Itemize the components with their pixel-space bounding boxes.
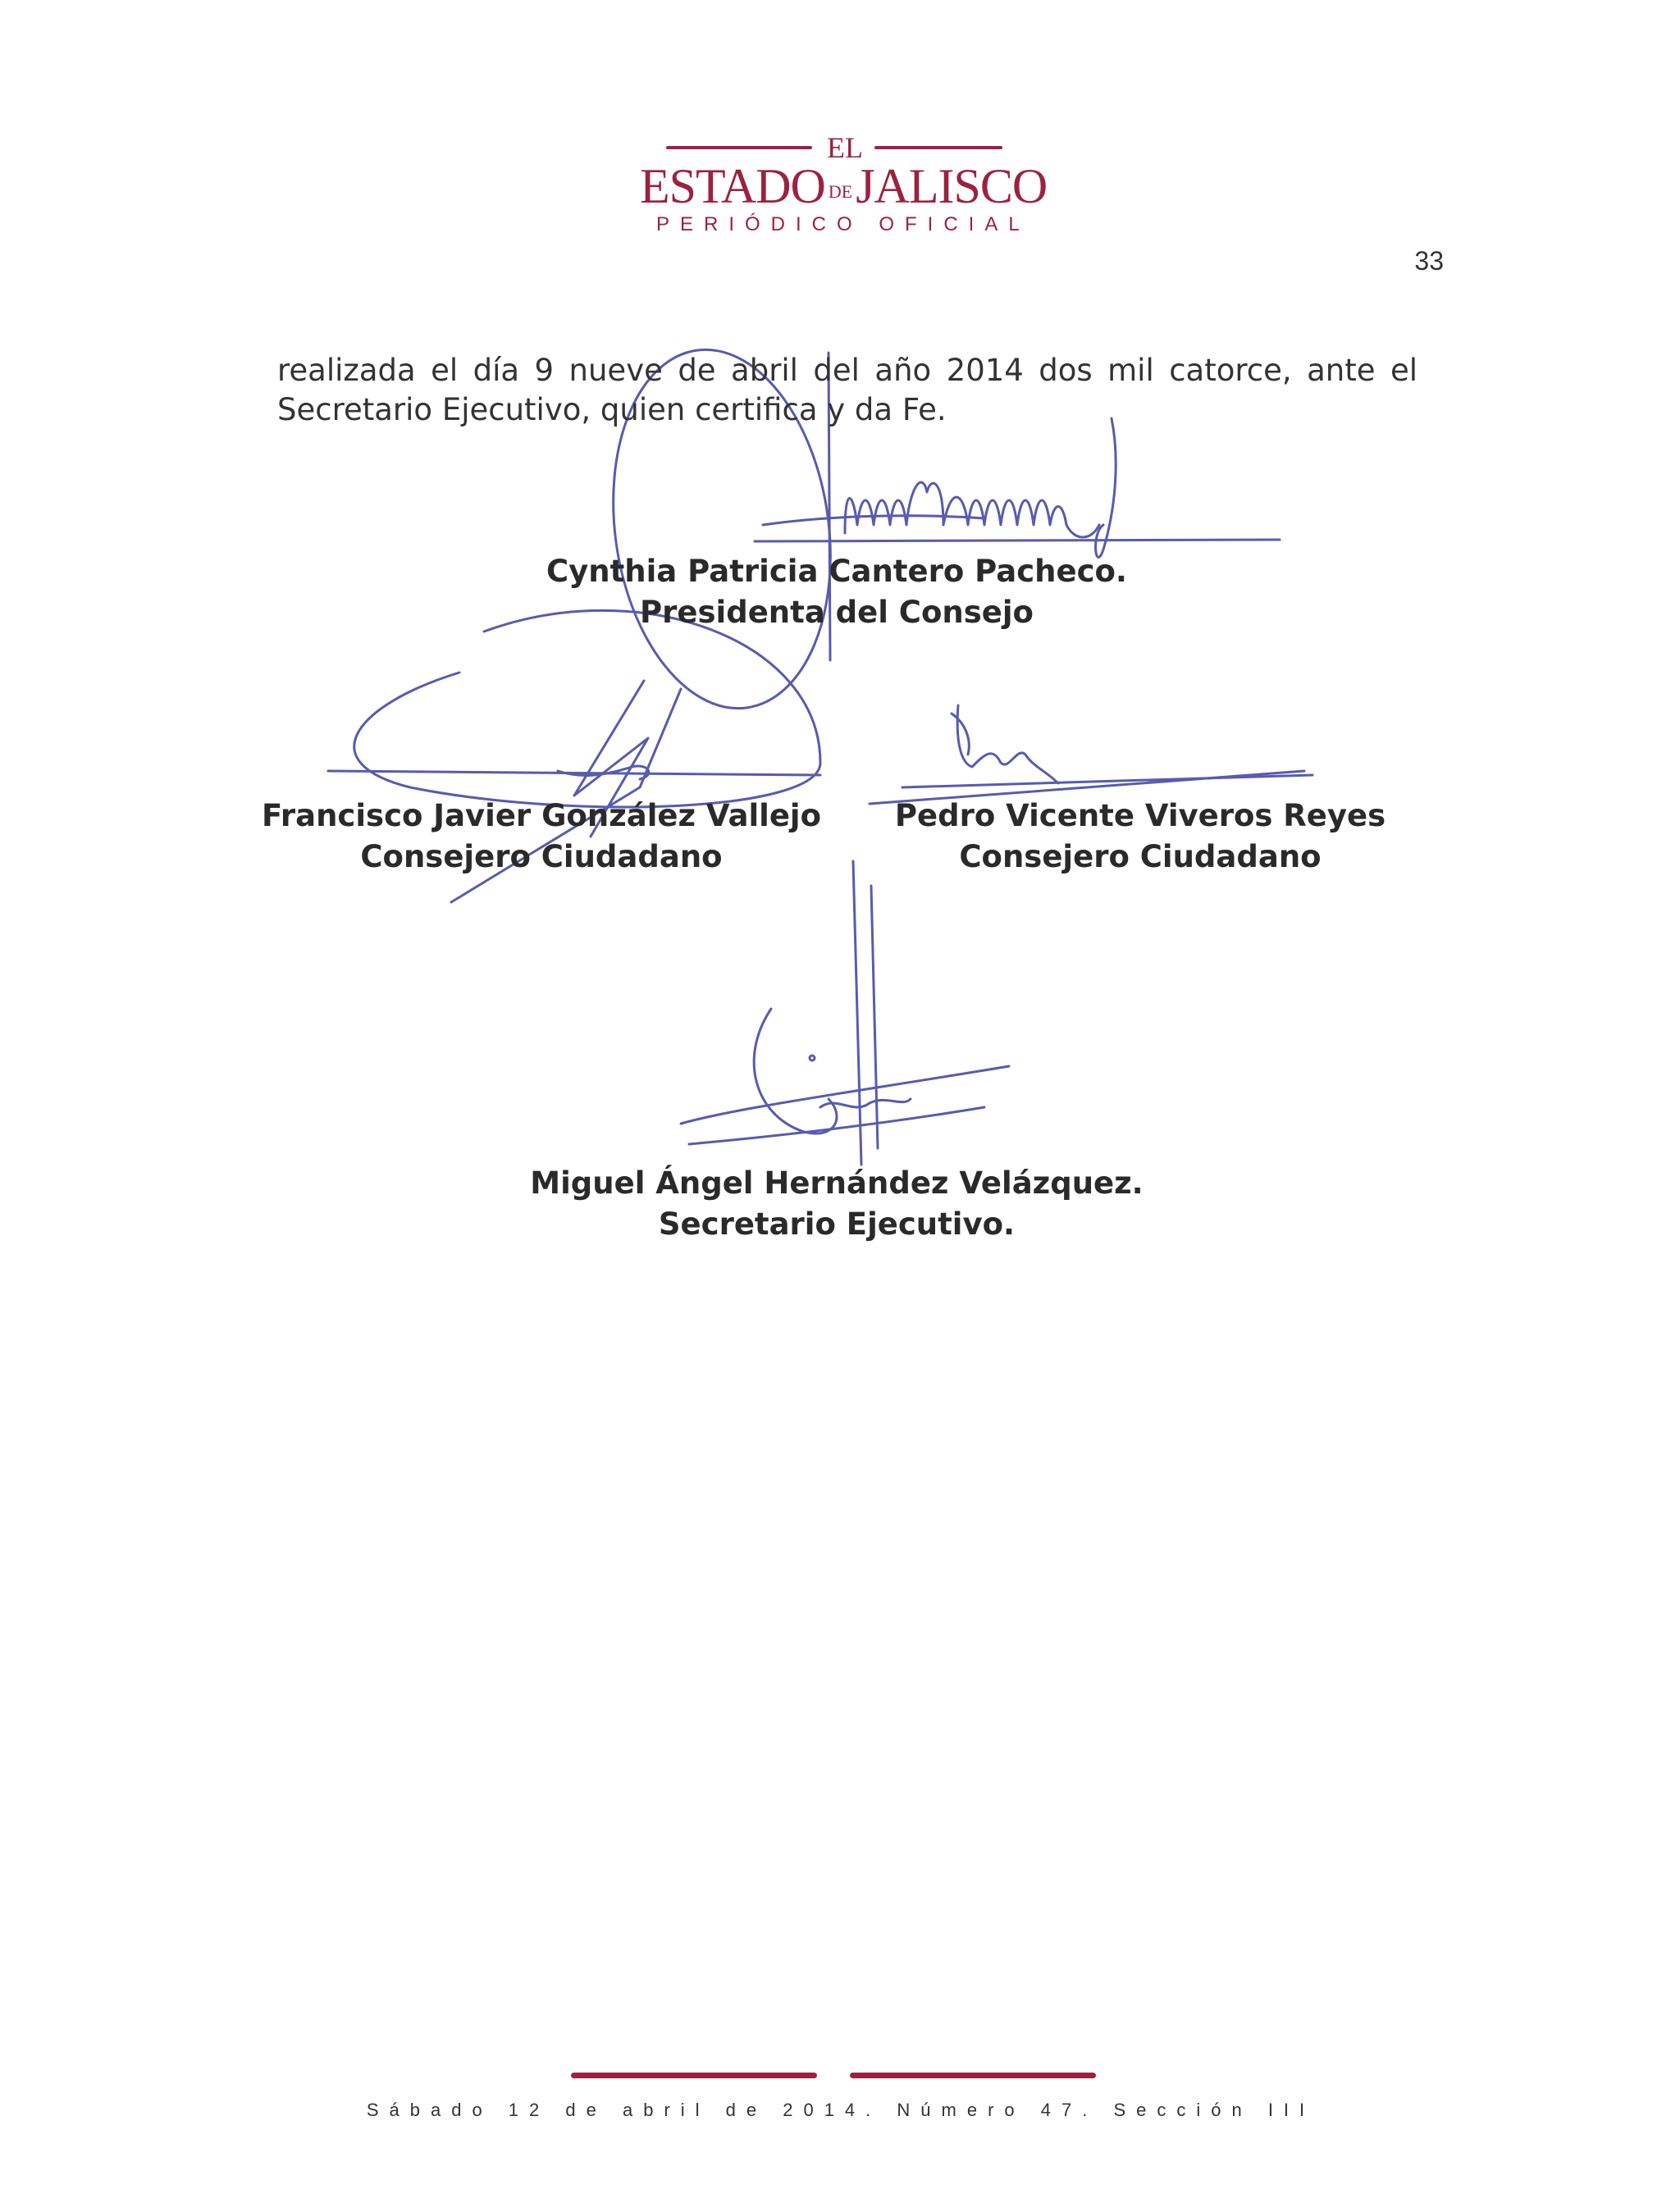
footer-issue-info: Sábado 12 de abril de 2014. Número 47. Sección III: [366, 2100, 1316, 2120]
signatory-name: Francisco Javier González Vallejo: [261, 798, 822, 833]
signatory-hernandez: [509, 1163, 1165, 1245]
signatory-role: Consejero Ciudadano: [959, 839, 1322, 874]
footer-rule-left: [571, 2073, 817, 2078]
masthead-de: DE: [828, 181, 853, 202]
signature-viveros: [870, 705, 1312, 804]
signatory-name: Pedro Vicente Viveros Reyes: [894, 798, 1386, 833]
body-line-2: Secretario Ejecutivo, quien certifica y da Fe.: [277, 392, 947, 427]
signatory-cantero: [509, 551, 1165, 633]
page-number: 33: [1414, 246, 1444, 276]
signatory-name: Miguel Ángel Hernández Velázquez.: [530, 1165, 1144, 1201]
masthead-subtitle: PERIÓDICO OFICIAL: [656, 213, 1030, 235]
signatory-name: Cynthia Patricia Cantero Pacheco.: [546, 554, 1127, 589]
masthead-jalisco: JALISCO: [856, 159, 1048, 213]
signatory-viveros: [853, 796, 1427, 878]
masthead: [0, 131, 1680, 246]
signatory-role: Consejero Ciudadano: [360, 839, 723, 874]
masthead-el: EL: [827, 131, 863, 164]
footer-rule-right: [850, 2073, 1096, 2078]
signature-hernandez: [681, 861, 1009, 1165]
signatory-gonzalez: [246, 796, 837, 878]
masthead-title: [640, 159, 1048, 219]
signatory-role: Presidenta del Consejo: [640, 595, 1034, 630]
body-line-1: realizada el día 9 nueve de abril del año 2014 dos mil catorce, ante el: [277, 353, 1418, 388]
masthead-rule-left: [666, 146, 812, 149]
signatory-role: Secretario Ejecutivo.: [658, 1206, 1016, 1242]
masthead-rule-right: [874, 146, 1002, 149]
masthead-estado: ESTADO: [640, 159, 825, 213]
